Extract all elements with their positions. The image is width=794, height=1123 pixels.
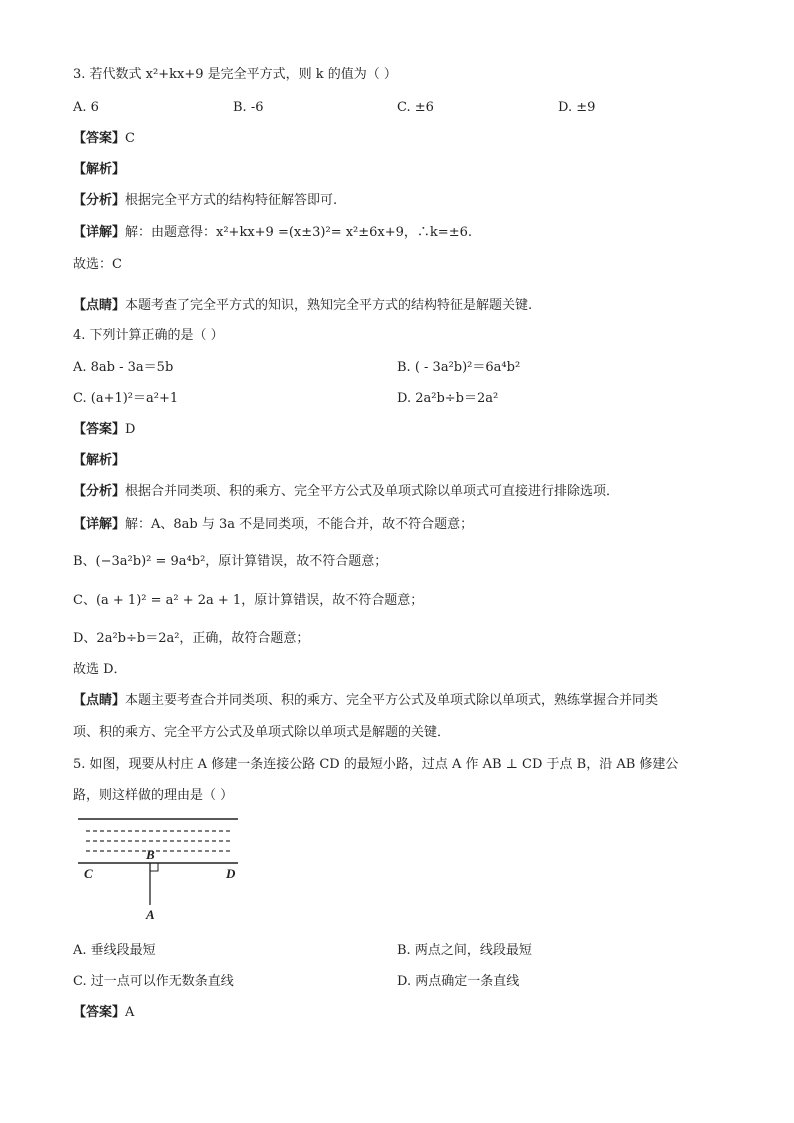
label-a: A (146, 907, 155, 922)
xiangjie-tag: 【详解】 (73, 517, 126, 532)
q4-fenxi: 根据合并同类项、积的乘方、完全平方公式及单项式除以单项式可直接进行排除选项． (125, 484, 620, 499)
q3-answer-line (73, 130, 135, 148)
q3-analysis-tag: 【解析】 (73, 162, 126, 177)
q4-line-d: D、2a²b÷b＝2a²，正确，故符合题意； (73, 631, 310, 646)
q4-answer-line (73, 421, 135, 439)
q4-conclusion: 故选 D． (73, 662, 127, 677)
q3-fenxi: 根据完全平方式的结构特征解答即可. (125, 193, 338, 208)
q3-stem: 3. 若代数式 x²+kx+9 是完全平方式，则 k 的值为（ ） (73, 67, 397, 82)
q4-dianjing-2: 项、积的乘方、完全平方公式及单项式除以单项式是解题的关键． (73, 725, 451, 740)
q4-fenxi-line (73, 483, 619, 501)
q4-option-d: D. 2a²b÷b＝2a² (397, 391, 499, 406)
dianjing-tag: 【点睛】 (73, 693, 126, 708)
q5-stem-2: 路，则这样做的理由是（ ） (73, 788, 234, 803)
q4-analysis-tag: 【解析】 (73, 453, 126, 468)
q5-option-b: B. 两点之间，线段最短 (397, 943, 532, 958)
q3-xiangjie-line (73, 224, 472, 242)
q3-xiangjie: 解：由题意得：x²+kx+9 =(x±3)²= x²±6x+9，∴k=±6. (125, 225, 472, 240)
fenxi-tag: 【分析】 (73, 193, 126, 208)
q3-conclusion: 故选：C (73, 257, 122, 272)
q5-option-a: A. 垂线段最短 (73, 943, 156, 958)
label-c: C (84, 866, 93, 881)
q3-fenxi-line (73, 192, 337, 210)
q4-stem: 4. 下列计算正确的是（ ） (73, 328, 224, 343)
q4-option-b: B. ( - 3a²b)²＝6a⁴b² (397, 360, 521, 375)
q4-dianjing-1: 本题主要考查合并同类项、积的乘方、完全平方公式及单项式除以单项式，熟练掌握合并同类 (125, 693, 659, 708)
q3-option-b: B. -6 (233, 100, 264, 115)
label-d: D (226, 866, 236, 881)
xiangjie-tag: 【详解】 (73, 225, 126, 240)
q5-answer: A (125, 1005, 135, 1020)
q3-answer: C (125, 131, 135, 146)
fenxi-tag: 【分析】 (73, 484, 126, 499)
answer-tag: 【答案】 (73, 1005, 126, 1020)
q4-line-c: C、(a + 1)² = a² + 2a + 1，原计算错误，故不符合题意； (73, 593, 424, 608)
q4-xiangjie-line (73, 516, 473, 534)
q4-dianjing-line (73, 692, 658, 710)
q4-line-b: B、(−3a²b)² = 9a⁴b²，原计算错误，故不符合题意； (73, 554, 388, 569)
q3-option-a: A. 6 (73, 100, 99, 115)
q5-option-d: D. 两点确定一条直线 (397, 974, 520, 989)
dianjing-tag: 【点睛】 (73, 298, 126, 313)
answer-tag: 【答案】 (73, 422, 126, 437)
q4-xiangjie: 解：A、8ab 与 3a 不是同类项，不能合并，故不符合题意； (125, 517, 474, 532)
answer-tag: 【答案】 (73, 131, 126, 146)
q3-dianjing-line (73, 297, 532, 315)
q4-option-c: C. (a+1)²＝a²+1 (73, 391, 179, 406)
q4-option-a: A. 8ab - 3a＝5b (73, 360, 174, 375)
q5-stem-1: 5. 如图，现要从村庄 A 修建一条连接公路 CD 的最短小路，过点 A 作 AB ⊥ CD 于点 B，沿 AB 修建公 (73, 757, 679, 772)
q4-answer: D (125, 422, 136, 437)
q5-option-c: C. 过一点可以作无数条直线 (73, 974, 234, 989)
road-figure (78, 815, 243, 925)
q5-answer-line (73, 1004, 134, 1022)
label-b: B (146, 847, 155, 862)
q3-dianjing: 本题考查了完全平方式的知识，熟知完全平方式的结构特征是解题关键. (125, 298, 533, 313)
q3-option-c: C. ±6 (397, 100, 434, 115)
q3-option-d: D. ±9 (558, 100, 596, 115)
right-angle-mark (150, 863, 158, 871)
